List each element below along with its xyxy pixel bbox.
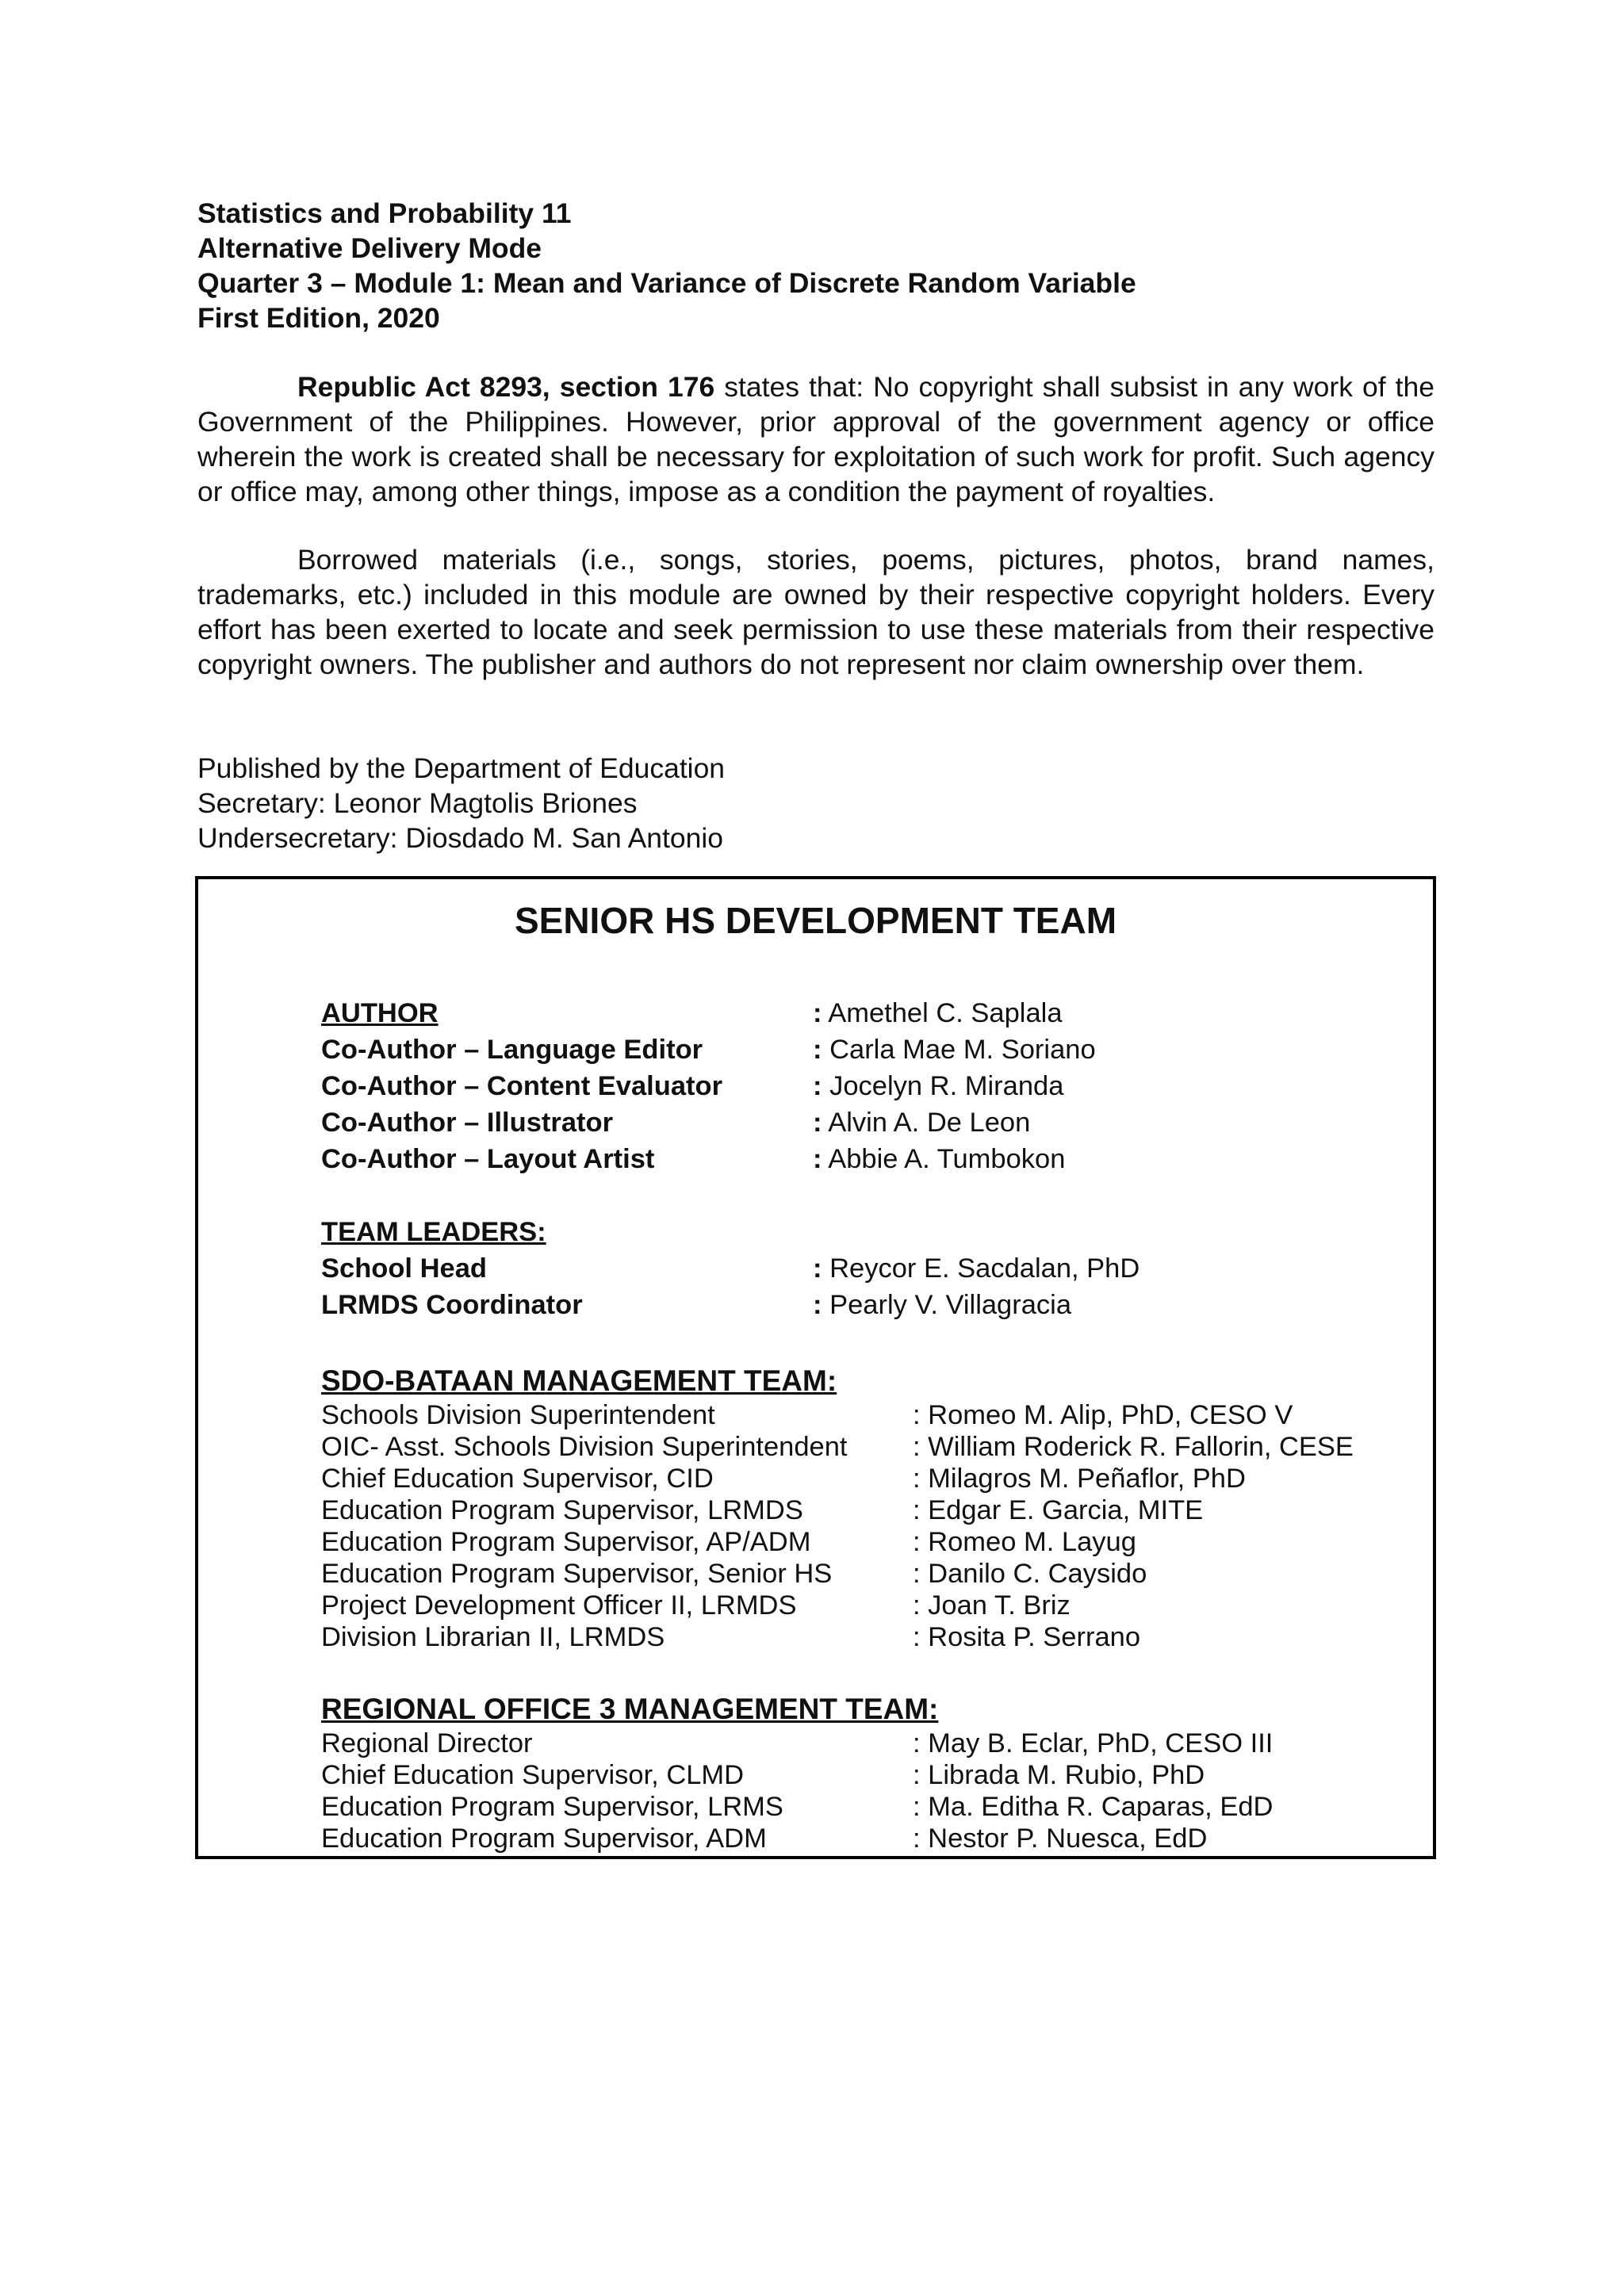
person-name: : Romeo M. Layug [913, 1527, 1136, 1557]
undersecretary: Undersecretary: Diosdado M. San Antonio [197, 822, 724, 854]
law-text: states that: No copyright shall subsist in any work of the Government of the Philippines. However, prior approval of the government agency or office wherein the work is created shall be necessary for exploitation of such work for profit. Such agency or office may, among other things, impose as a condition the payment of royalties. [197, 371, 1435, 507]
person-name: : Danilo C. Caysido [913, 1559, 1147, 1589]
person-name: : Carla Mae M. Soriano [813, 1035, 1096, 1065]
delivery-mode: Alternative Delivery Mode [197, 232, 542, 264]
person-name: : Milagros M. Peñaflor, PhD [913, 1464, 1246, 1494]
role-label: LRMDS Coordinator [321, 1290, 583, 1320]
role-label: Schools Division Superintendent [321, 1400, 715, 1430]
person-name: : Jocelyn R. Miranda [813, 1071, 1064, 1101]
person-name: : William Roderick R. Fallorin, CESE [913, 1432, 1354, 1462]
role-label: Chief Education Supervisor, CID [321, 1464, 714, 1494]
sdo-team-title: SDO-BATAAN MANAGEMENT TEAM: [321, 1364, 837, 1397]
edition: First Edition, 2020 [197, 302, 440, 334]
role-label: OIC- Asst. Schools Division Superintendent [321, 1432, 848, 1462]
person-name: : Librada M. Rubio, PhD [913, 1760, 1205, 1790]
person-name: : Joan T. Briz [913, 1590, 1071, 1621]
development-team-title: SENIOR HS DEVELOPMENT TEAM [514, 900, 1117, 941]
person-name: : Rosita P. Serrano [913, 1622, 1141, 1652]
copyright-paragraph [197, 369, 1434, 509]
person-name: : Romeo M. Alip, PhD, CESO V [913, 1400, 1293, 1430]
role-label: Education Program Supervisor, LRMDS [321, 1495, 803, 1525]
development-team-box [195, 876, 1436, 1859]
role-label: School Head [321, 1253, 487, 1284]
person-name: : Pearly V. Villagracia [813, 1290, 1072, 1320]
role-label: Chief Education Supervisor, CLMD [321, 1760, 745, 1790]
role-label: Education Program Supervisor, AP/ADM [321, 1527, 811, 1557]
person-name: : May B. Eclar, PhD, CESO III [913, 1728, 1274, 1758]
role-label: Education Program Supervisor, ADM [321, 1823, 767, 1854]
secretary: Secretary: Leonor Magtolis Briones [197, 787, 638, 819]
person-name: : Abbie A. Tumbokon [813, 1144, 1066, 1174]
person-name: : Ma. Editha R. Caparas, EdD [913, 1792, 1274, 1822]
role-label: Division Librarian II, LRMDS [321, 1622, 665, 1652]
subject-title: Statistics and Probability 11 [197, 197, 572, 229]
regional-team-title: REGIONAL OFFICE 3 MANAGEMENT TEAM: [321, 1693, 939, 1725]
law-citation: Republic Act 8293, section 176 [297, 371, 715, 403]
role-label: Co-Author – Layout Artist [321, 1144, 655, 1174]
role-label: Education Program Supervisor, Senior HS [321, 1559, 833, 1589]
role-label: AUTHOR [321, 998, 439, 1028]
team-leaders-title: TEAM LEADERS: [321, 1217, 546, 1247]
person-name: : Reycor E. Sacdalan, PhD [813, 1253, 1140, 1284]
person-name: : Alvin A. De Leon [813, 1108, 1031, 1138]
module-title: Quarter 3 – Module 1: Mean and Variance of Discrete Random Variable [197, 267, 1136, 299]
person-name: : Edgar E. Garcia, MITE [913, 1495, 1204, 1525]
published-by: Published by the Department of Education [197, 752, 726, 784]
role-label: Co-Author – Content Evaluator [321, 1071, 722, 1101]
role-label: Project Development Officer II, LRMDS [321, 1590, 797, 1621]
role-label: Co-Author – Language Editor [321, 1035, 703, 1065]
publisher-info [197, 751, 725, 855]
person-name: : Nestor P. Nuesca, EdD [913, 1823, 1208, 1854]
borrowed-materials-paragraph: Borrowed materials (i.e., songs, stories, poems, pictures, photos, brand names, trademarks, etc.) included in this module are owned by their respective copyright holders. Every effort has been exerted to locate and seek permission to use these materials from their respective copyright owners. The publisher and authors do not represent nor claim ownership over them. [197, 544, 1434, 680]
role-label: Co-Author – Illustrator [321, 1108, 613, 1138]
person-name: : Amethel C. Saplala [813, 998, 1063, 1028]
role-label: Regional Director [321, 1728, 533, 1758]
module-header [197, 196, 1136, 335]
role-label: Education Program Supervisor, LRMS [321, 1792, 783, 1822]
